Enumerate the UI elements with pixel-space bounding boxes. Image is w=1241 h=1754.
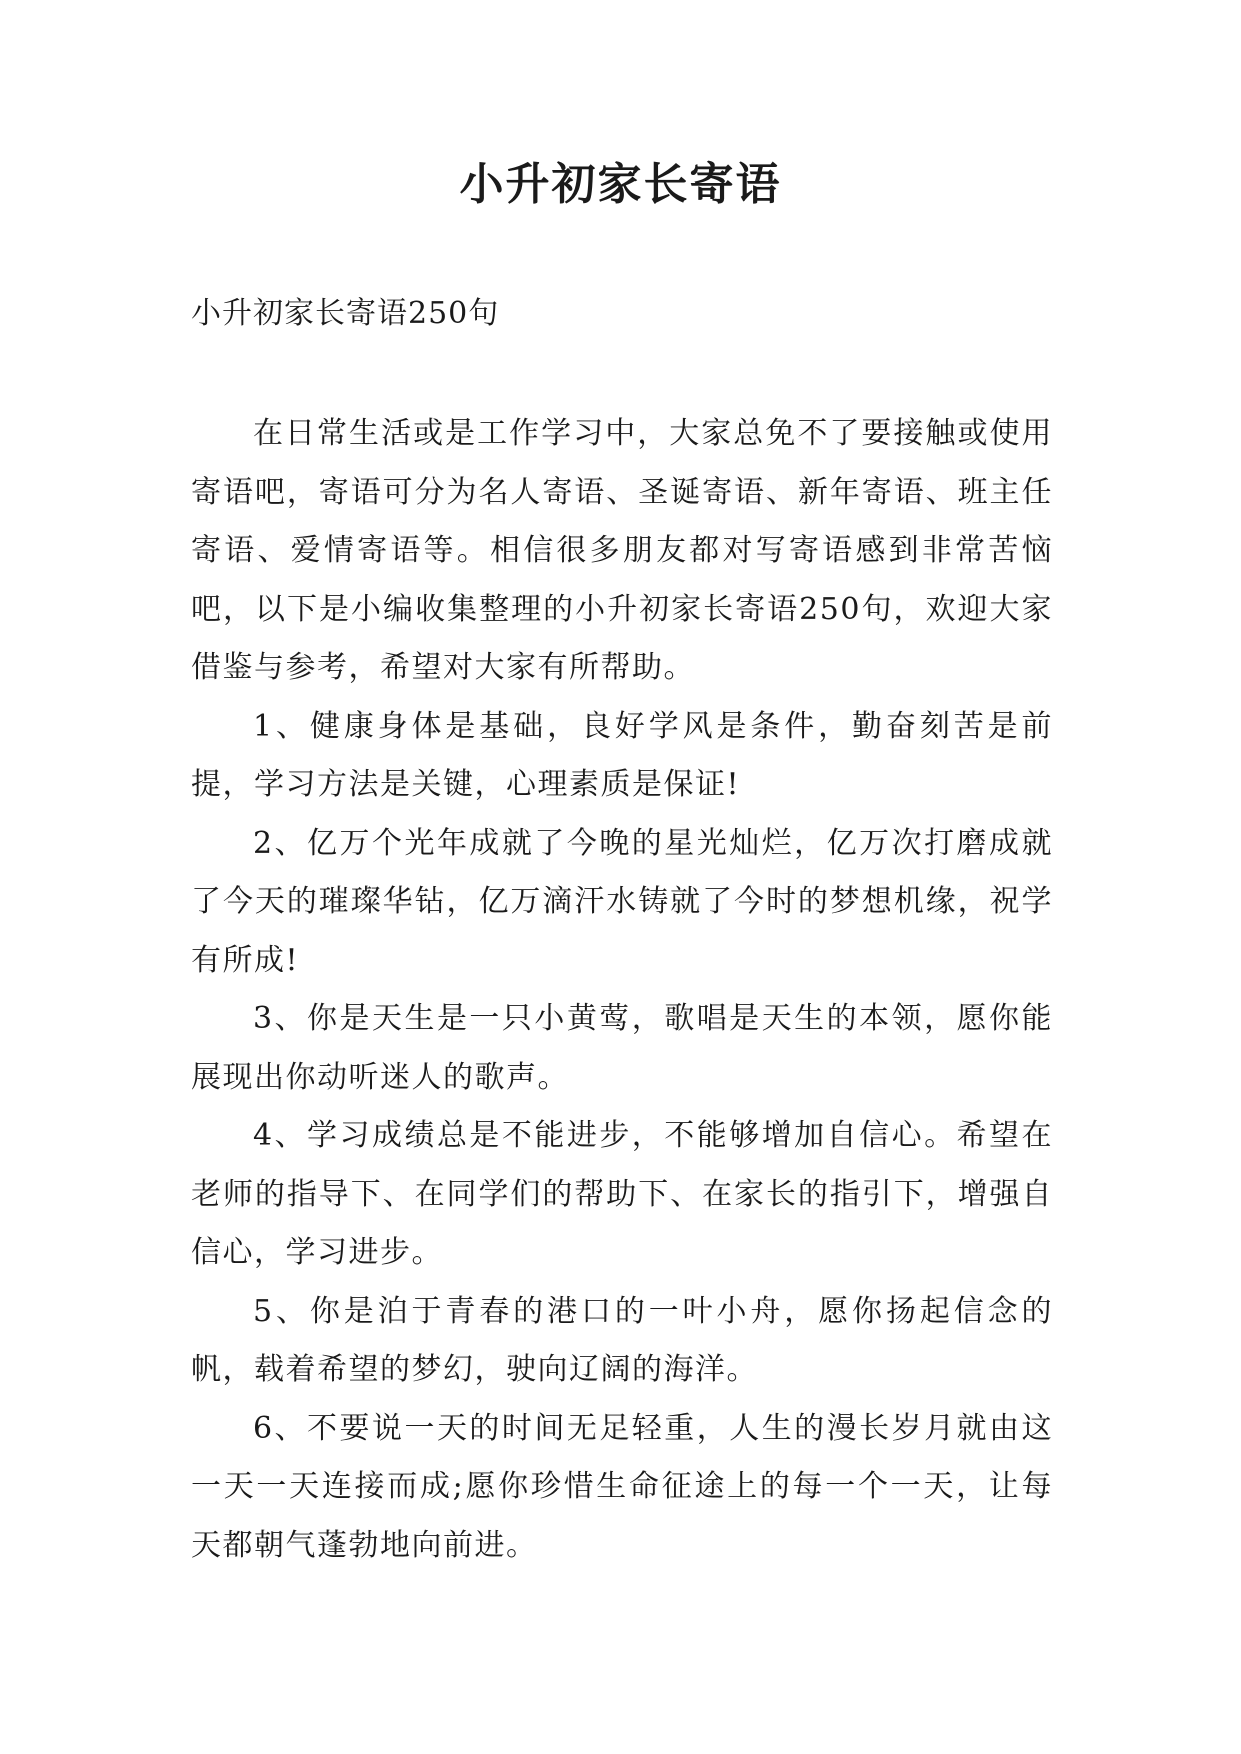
document-title: 小升初家长寄语 xyxy=(459,159,782,210)
document-subtitle: 小升初家长寄语250句 xyxy=(191,296,500,331)
message-paragraph-1: 1、健康身体是基础，良好学风是条件，勤奋刻苦是前提，学习方法是关键，心理素质是保证! xyxy=(191,708,1053,802)
intro-paragraph: 在日常生活或是工作学习中，大家总免不了要接触或使用寄语吧，寄语可分为名人寄语、圣诞寄语、新年寄语、班主任寄语、爱情寄语等。相信很多朋友都对写寄语感到非常苦恼吧，以下是小编收集整理的小升初家长寄语250句，欢迎大家借鉴与参考，希望对大家有所帮助。 xyxy=(191,416,1053,685)
message-paragraph-6: 6、不要说一天的时间无足轻重，人生的漫长岁月就由这一天一天连接而成;愿你珍惜生命征途上的每一个一天，让每天都朝气蓬勃地向前进。 xyxy=(191,1410,1053,1563)
message-paragraph-5: 5、你是泊于青春的港口的一叶小舟，愿你扬起信念的帆，载着希望的梦幻，驶向辽阔的海洋。 xyxy=(191,1293,1053,1387)
message-paragraph-2: 2、亿万个光年成就了今晚的星光灿烂，亿万次打磨成就了今天的璀璨华钻，亿万滴汗水铸就了今时的梦想机缘，祝学有所成! xyxy=(191,825,1053,978)
document-body xyxy=(191,405,1053,1575)
message-paragraph-3: 3、你是天生是一只小黄莺，歌唱是天生的本领，愿你能展现出你动听迷人的歌声。 xyxy=(191,1001,1053,1095)
message-paragraph-4: 4、学习成绩总是不能进步，不能够增加自信心。希望在老师的指导下、在同学们的帮助下、在家长的指引下，增强自信心，学习进步。 xyxy=(191,1118,1053,1270)
